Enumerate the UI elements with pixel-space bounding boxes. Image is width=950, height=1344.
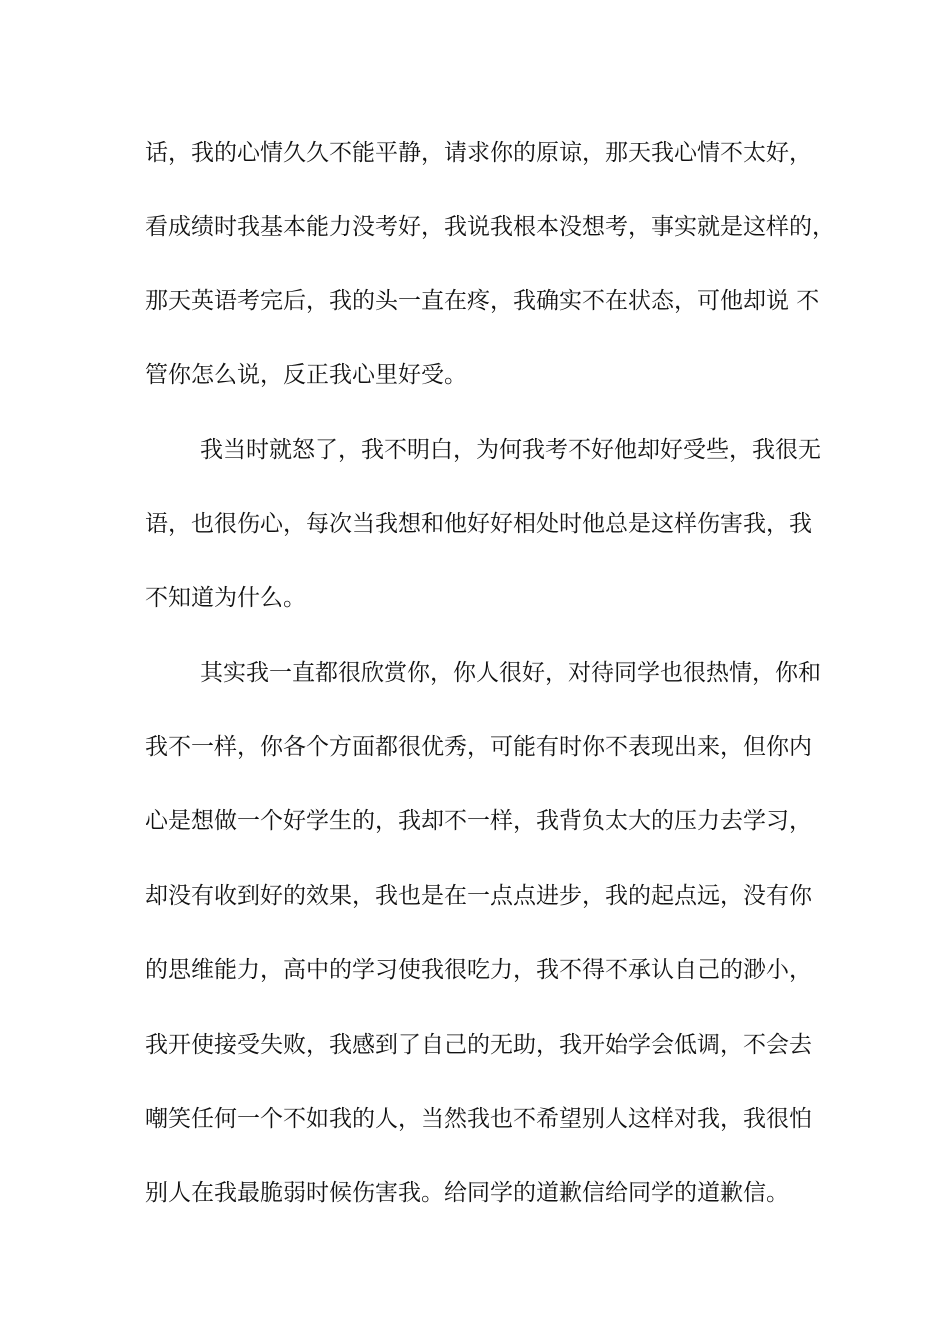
text-line: 话，我的心情久久不能平静，请求你的原谅，那天我心情不太好， — [145, 140, 812, 166]
text-line: 那天英语考完后，我的头一直在疼，我确实不在状态，可他却说 不 — [145, 288, 820, 314]
text-line: 别人在我最脆弱时候伤害我。给同学的道歉信给同学的道歉信。 — [145, 1180, 789, 1206]
paragraph-start-line: 其实我一直都很欣赏你，你人很好，对待同学也很热情，你和 — [200, 660, 821, 686]
text-line: 的思维能力，高中的学习使我很吃力，我不得不承认自己的渺小， — [145, 957, 812, 983]
text-line: 我开使接受失败，我感到了自己的无助，我开始学会低调，不会去 — [145, 1032, 812, 1058]
text-line: 不知道为什么。 — [145, 585, 306, 611]
text-line: 嘲笑任何一个不如我的人，当然我也不希望别人这样对我，我很怕 — [145, 1106, 812, 1132]
text-line: 心是想做一个好学生的，我却不一样，我背负太大的压力去学习， — [145, 808, 812, 834]
text-line: 却没有收到好的效果，我也是在一点点进步，我的起点远，没有你 — [145, 883, 812, 909]
text-line: 看成绩时我基本能力没考好，我说我根本没想考，事实就是这样的， — [145, 214, 835, 240]
text-line: 我不一样，你各个方面都很优秀，可能有时你不表现出来，但你内 — [145, 734, 812, 760]
paragraph-start-line: 我当时就怒了，我不明白，为何我考不好他却好受些，我很无 — [200, 437, 821, 463]
text-line: 语，也很伤心，每次当我想和他好好相处时他总是这样伤害我，我 — [145, 511, 812, 537]
text-line: 管你怎么说，反正我心里好受。 — [145, 362, 467, 388]
